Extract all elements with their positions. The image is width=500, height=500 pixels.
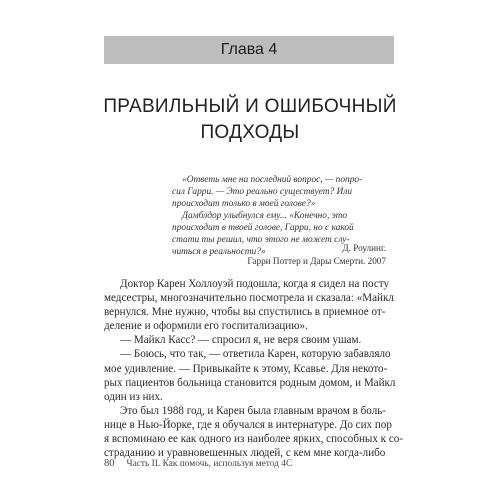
page-footer bbox=[104, 458, 404, 469]
chapter-heading-bar bbox=[104, 36, 394, 64]
body-line: деление и оформили его госпитализацию». bbox=[104, 320, 308, 333]
body-text bbox=[104, 277, 404, 460]
epigraph-line: Дамблдор улыбнулся ему... «Конечно, это bbox=[182, 211, 348, 221]
body-line: медсестры, многозначительно посмотрела и сказала: «Майкл bbox=[104, 292, 394, 305]
body-line: — Майкл Касс? — спросил я, не веря своим ушам. bbox=[120, 334, 362, 347]
chapter-title bbox=[100, 94, 400, 146]
epigraph-attribution bbox=[136, 242, 386, 268]
chapter-label: Глава 4 bbox=[220, 41, 278, 58]
body-line: один из них. bbox=[104, 390, 163, 403]
body-line: вернулся. Мне нужно, чтобы вы спустились в приемное от- bbox=[104, 306, 386, 319]
body-line: Доктор Карен Холлоуэй подошла, когда я сидел на посту bbox=[120, 278, 390, 290]
body-line: нице в Нью-Йорке, где я обучался в интернатуре. До сих пор bbox=[104, 418, 392, 431]
body-line: я вспоминаю ее как одного из наиболее ярких, способных к со- bbox=[104, 433, 404, 446]
page-number: 80 bbox=[104, 458, 115, 469]
epigraph-line: читься в реальности?» bbox=[172, 247, 266, 257]
epigraph-line: происходит в твоей голове, Гарри, но с какой bbox=[172, 223, 354, 233]
epigraph-line: стати ты решил, что этого не может слу- bbox=[172, 235, 350, 245]
body-line: Это был 1988 год, и Карен была главным врачом в боль- bbox=[120, 404, 386, 417]
chapter-title-line: ПОДХОДЫ bbox=[200, 122, 300, 143]
epigraph-line: «Ответь мне на последний вопрос, — попро- bbox=[182, 175, 363, 185]
running-head: Часть II. Как помочь, используя метод 4С bbox=[126, 459, 293, 469]
body-line: — Боюсь, что так, — ответила Карен, которую забавляло bbox=[120, 348, 391, 361]
body-line: страданию и уравновешенных людей, с кем мне когда-либо bbox=[104, 447, 386, 460]
body-line: рых пациентов больница становится родным домом, и Майкл bbox=[104, 376, 396, 389]
epigraph-author: Д. Роулинг. bbox=[342, 243, 386, 253]
epigraph-line: происходит только в моей голове?» bbox=[172, 199, 316, 209]
epigraph-line: сил Гарри. — Это реально существует? Или bbox=[172, 187, 353, 197]
body-line: мое удивление. — Привыкайте к этому, Ксавье. Для некото- bbox=[104, 362, 388, 375]
chapter-title-line: ПРАВИЛЬНЫЙ И ОШИБОЧНЫЙ bbox=[103, 96, 397, 117]
epigraph-source: Гарри Поттер и Дары Смерти. 2007 bbox=[247, 256, 386, 266]
